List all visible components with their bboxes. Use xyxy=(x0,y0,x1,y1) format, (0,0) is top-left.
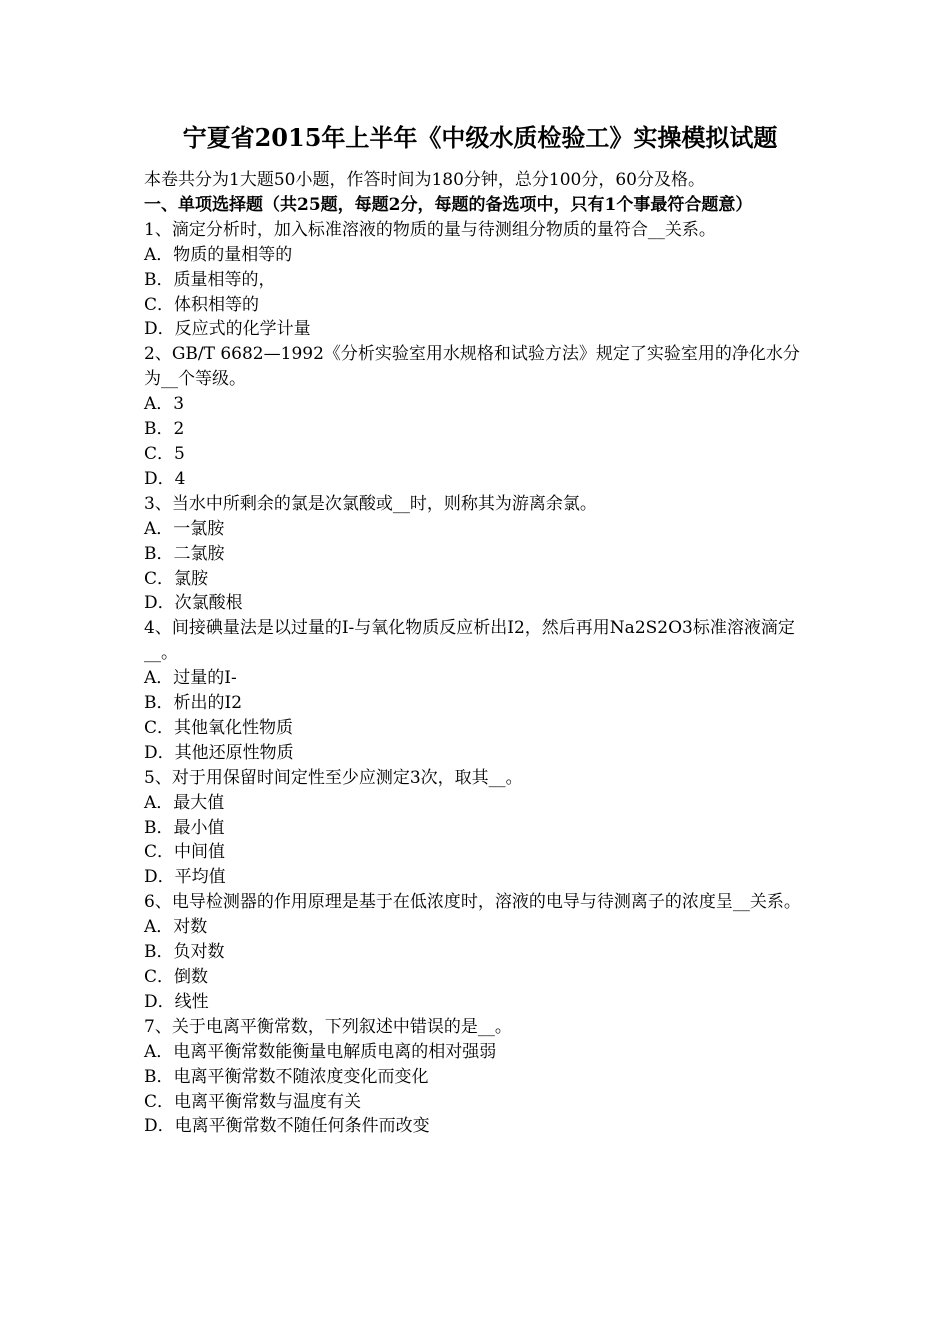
option-a: A．过量的I- xyxy=(144,668,237,689)
question-text: 1、滴定分析时，加入标准溶液的物质的量与待测组分物质的量符合__关系。 xyxy=(144,219,716,240)
section-heading: 一、单项选择题（共25题，每题2分，每题的备选项中，只有1个事最符合题意） xyxy=(144,194,753,215)
option-d: D．其他还原性物质 xyxy=(144,742,294,763)
exam-intro: 本卷共分为1大题50小题，作答时间为180分钟，总分100分，60分及格。 xyxy=(144,170,705,190)
document-page xyxy=(144,118,816,1139)
question-item xyxy=(144,342,816,491)
question-text: 6、电导检测器的作用原理是基于在低浓度时，溶液的电导与待测离子的浓度呈__关系。 xyxy=(144,892,801,913)
option-b: B．负对数 xyxy=(144,942,225,963)
option-d: D．电离平衡常数不随任何条件而改变 xyxy=(144,1116,430,1137)
option-b: B．最小值 xyxy=(144,817,225,838)
question-text: 2、GB/T 6682—1992《分析实验室用水规格和试验方法》规定了实验室用的净化水分为__个等级。 xyxy=(144,344,800,390)
option-c: C．体积相等的 xyxy=(144,294,260,315)
option-d: D．次氯酸根 xyxy=(144,593,243,614)
question-list xyxy=(144,218,816,1140)
option-c: C．电离平衡常数与温度有关 xyxy=(144,1091,362,1112)
question-item xyxy=(144,890,816,1015)
option-d: D．平均值 xyxy=(144,867,226,888)
option-b: B．质量相等的， xyxy=(144,269,276,290)
option-c: C．氯胺 xyxy=(144,568,209,589)
question-item xyxy=(144,492,816,617)
question-text: 4、间接碘量法是以过量的I-与氧化物质反应析出I2，然后再用Na2S2O3标准溶液滴定__。 xyxy=(144,618,795,664)
question-item xyxy=(144,1015,816,1140)
option-c: C．倒数 xyxy=(144,967,209,987)
option-a: A．电离平衡常数能衡量电解质电离的相对强弱 xyxy=(144,1041,497,1062)
question-item xyxy=(144,616,816,765)
option-a: A．3 xyxy=(144,394,185,415)
option-c: C．5 xyxy=(144,443,185,464)
question-text: 5、对于用保留时间定性至少应测定3次，取其__。 xyxy=(144,767,523,788)
document-title: 宁夏省2015年上半年《中级水质检验工》实操模拟试题 xyxy=(182,123,778,152)
option-d: D．4 xyxy=(144,468,186,489)
option-b: B．析出的I2 xyxy=(144,693,243,714)
question-text: 3、当水中所剩余的氯是次氯酸或__时，则称其为游离余氯。 xyxy=(144,493,597,514)
question-item xyxy=(144,218,816,343)
option-b: B．2 xyxy=(144,419,185,440)
option-d: D．线性 xyxy=(144,991,209,1012)
option-b: B．电离平衡常数不随浓度变化而变化 xyxy=(144,1066,429,1087)
option-a: A．对数 xyxy=(144,917,208,938)
question-item xyxy=(144,766,816,891)
option-b: B．二氯胺 xyxy=(144,543,225,564)
option-a: A．物质的量相等的 xyxy=(144,244,293,265)
option-a: A．最大值 xyxy=(144,792,225,813)
option-a: A．一氯胺 xyxy=(144,518,225,539)
option-c: C．其他氧化性物质 xyxy=(144,717,294,738)
option-c: C．中间值 xyxy=(144,842,226,863)
option-d: D．反应式的化学计量 xyxy=(144,319,311,340)
question-text: 7、关于电离平衡常数，下列叙述中错误的是__。 xyxy=(144,1016,512,1037)
